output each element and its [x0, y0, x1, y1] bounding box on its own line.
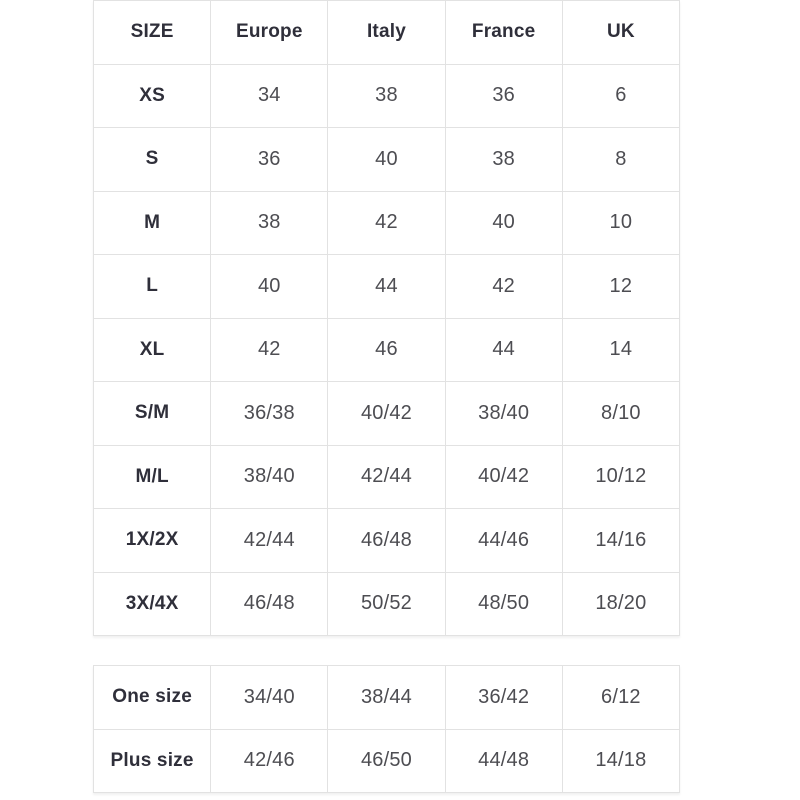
- cell-uk: 12: [562, 255, 679, 319]
- cell-france: 38: [445, 128, 562, 192]
- cell-europe: 36: [211, 128, 328, 192]
- cell-europe: 38: [211, 191, 328, 255]
- column-header-europe: Europe: [211, 1, 328, 65]
- cell-europe: 34: [211, 64, 328, 128]
- special-sizes-table: [93, 665, 680, 793]
- cell-europe: 40: [211, 255, 328, 319]
- cell-france: 44/48: [445, 729, 562, 793]
- cell-uk: 6: [562, 64, 679, 128]
- table-row-l: [94, 255, 680, 319]
- cell-france: 42: [445, 255, 562, 319]
- row-label: Plus size: [94, 729, 211, 793]
- cell-italy: 44: [328, 255, 445, 319]
- column-header-italy: Italy: [328, 1, 445, 65]
- cell-italy: 46/48: [328, 509, 445, 573]
- table-row-s-m: [94, 382, 680, 446]
- size-conversion-table: [93, 0, 680, 636]
- cell-europe: 42: [211, 318, 328, 382]
- cell-italy: 38/44: [328, 666, 445, 730]
- cell-europe: 42/44: [211, 509, 328, 573]
- row-label: M/L: [94, 445, 211, 509]
- cell-italy: 42: [328, 191, 445, 255]
- cell-italy: 40/42: [328, 382, 445, 446]
- cell-italy: 38: [328, 64, 445, 128]
- row-label: XL: [94, 318, 211, 382]
- column-header-france: France: [445, 1, 562, 65]
- cell-uk: 18/20: [562, 572, 679, 636]
- column-header-size: SIZE: [94, 1, 211, 65]
- row-label: S: [94, 128, 211, 192]
- cell-france: 44/46: [445, 509, 562, 573]
- cell-france: 36: [445, 64, 562, 128]
- table-row-plus-size: [94, 729, 680, 793]
- table-row-1x-2x: [94, 509, 680, 573]
- table-row-one-size: [94, 666, 680, 730]
- cell-europe: 42/46: [211, 729, 328, 793]
- table-row-xl: [94, 318, 680, 382]
- cell-uk: 6/12: [562, 666, 679, 730]
- cell-italy: 42/44: [328, 445, 445, 509]
- cell-italy: 40: [328, 128, 445, 192]
- cell-france: 38/40: [445, 382, 562, 446]
- row-label: S/M: [94, 382, 211, 446]
- cell-italy: 46/50: [328, 729, 445, 793]
- row-label: 1X/2X: [94, 509, 211, 573]
- cell-europe: 34/40: [211, 666, 328, 730]
- row-label: XS: [94, 64, 211, 128]
- cell-uk: 8: [562, 128, 679, 192]
- row-label: L: [94, 255, 211, 319]
- row-label: One size: [94, 666, 211, 730]
- cell-italy: 46: [328, 318, 445, 382]
- cell-uk: 10: [562, 191, 679, 255]
- cell-france: 44: [445, 318, 562, 382]
- table-row-3x-4x: [94, 572, 680, 636]
- cell-europe: 36/38: [211, 382, 328, 446]
- cell-uk: 14/18: [562, 729, 679, 793]
- table-row-s: [94, 128, 680, 192]
- cell-europe: 46/48: [211, 572, 328, 636]
- column-header-uk: UK: [562, 1, 679, 65]
- cell-europe: 38/40: [211, 445, 328, 509]
- cell-france: 40: [445, 191, 562, 255]
- cell-france: 48/50: [445, 572, 562, 636]
- row-label: 3X/4X: [94, 572, 211, 636]
- table-header-row: [94, 1, 680, 65]
- cell-france: 36/42: [445, 666, 562, 730]
- cell-italy: 50/52: [328, 572, 445, 636]
- cell-france: 40/42: [445, 445, 562, 509]
- cell-uk: 14/16: [562, 509, 679, 573]
- cell-uk: 14: [562, 318, 679, 382]
- table-row-xs: [94, 64, 680, 128]
- table-row-m: [94, 191, 680, 255]
- row-label: M: [94, 191, 211, 255]
- cell-uk: 10/12: [562, 445, 679, 509]
- table-row-m-l: [94, 445, 680, 509]
- cell-uk: 8/10: [562, 382, 679, 446]
